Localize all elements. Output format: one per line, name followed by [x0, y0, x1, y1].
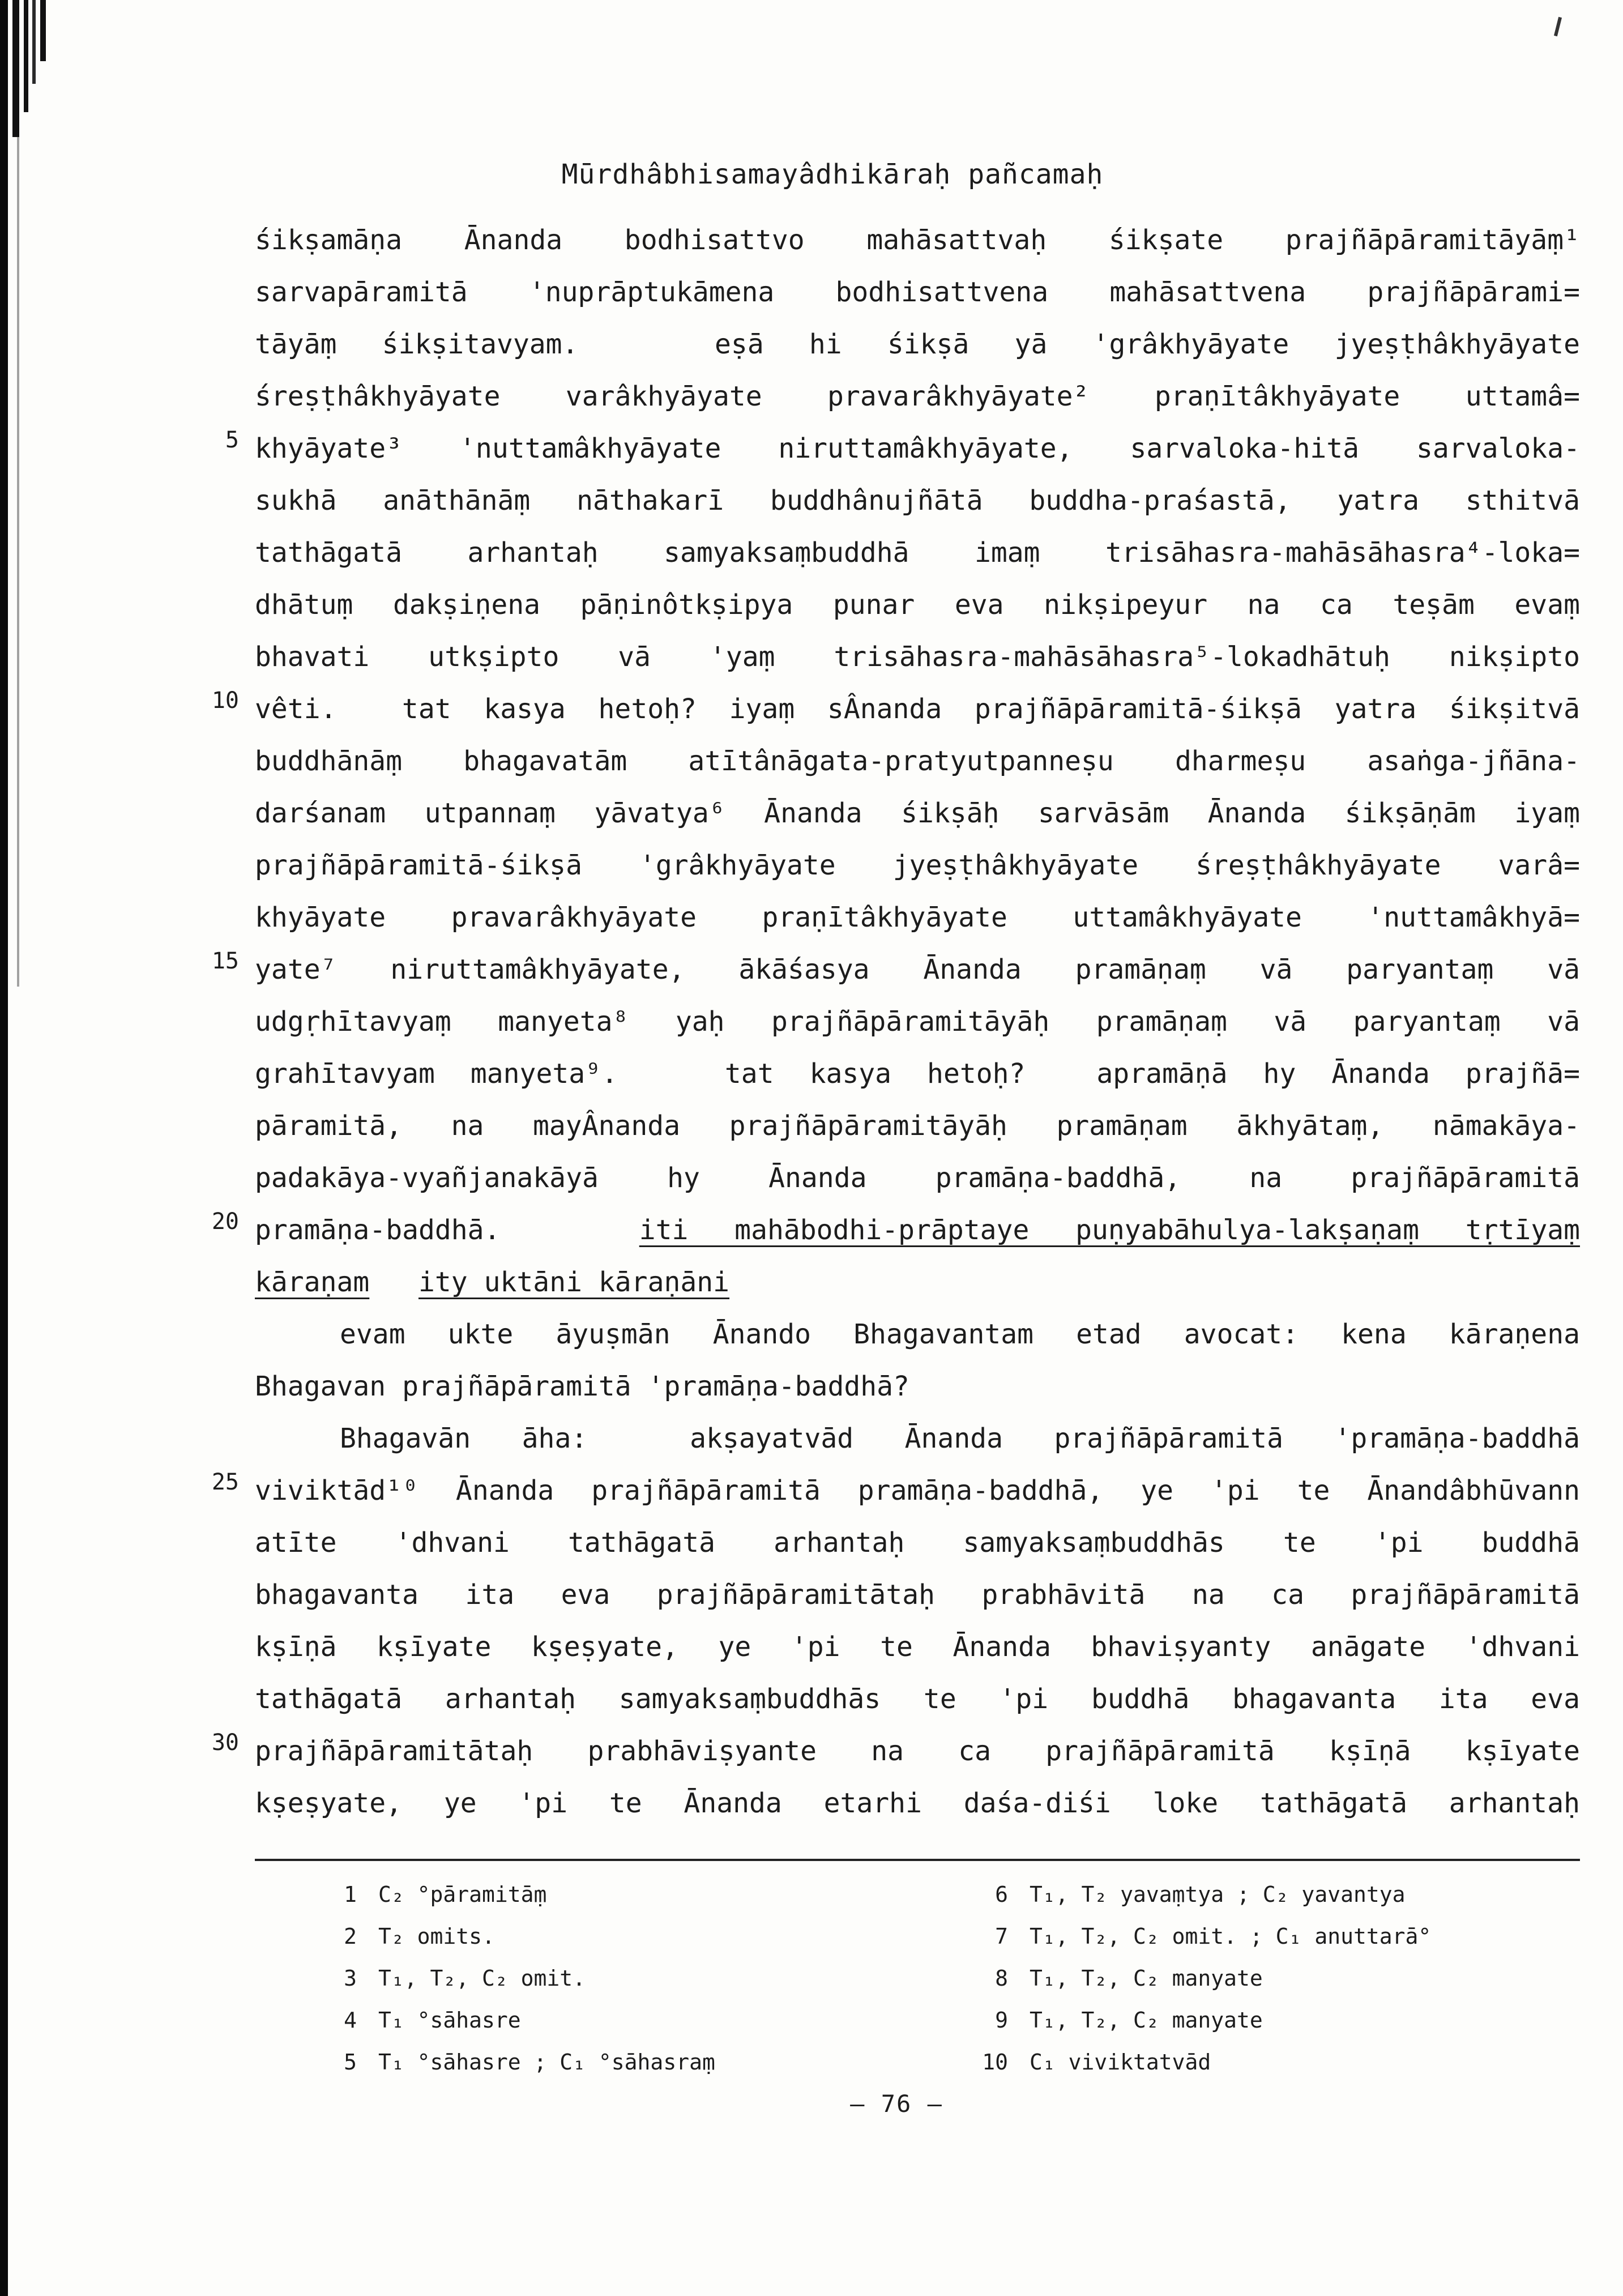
text-segment: evam ukte āyuṣmān Ānando Bhagavantam etad avocat: kena kāraṇena — [340, 1318, 1580, 1350]
text-line — [255, 579, 1580, 631]
line-content — [255, 1204, 1580, 1256]
line-content — [255, 683, 1580, 735]
footnote-number: 7 — [995, 1924, 1008, 1949]
line-content — [255, 579, 1580, 631]
footnote-text: T₁, T₂ yavaṃtya ; C₂ yavantya — [1030, 1882, 1406, 1907]
text-line — [255, 839, 1580, 891]
footnote-number: 4 — [344, 2008, 357, 2033]
footnote-entry — [960, 1873, 1580, 1915]
text-line — [255, 370, 1580, 423]
text-segment: khyāyate³ 'nuttamâkhyāyate niruttamâkhyāyate, sarvaloka-hitā sarvaloka- — [255, 433, 1580, 464]
line-content — [255, 891, 1580, 944]
text-line — [211, 1725, 1580, 1777]
footnote-text: C₂ °pāramitāṃ — [378, 1882, 547, 1907]
text-segment: padakāya-vyañjanakāyā hy Ānanda pramāṇa-baddhā, na prajñāpāramitā — [255, 1162, 1580, 1194]
line-number: 10 — [211, 688, 239, 714]
footnote-number: 6 — [995, 1882, 1008, 1907]
underlined-phrase: iti mahābodhi-prāptaye puṇyabāhulya-lakṣaṇaṃ tṛtīyaṃ — [639, 1214, 1581, 1246]
footnote-entry — [960, 1957, 1580, 1999]
footnote-text: T₁, T₂, C₂ manyate — [1030, 1966, 1263, 1991]
line-content — [255, 1725, 1580, 1777]
footnote-text: T₁ °sāhasre ; C₁ °sāhasraṃ — [378, 2050, 715, 2075]
text-line — [211, 1465, 1580, 1517]
footnotes-section — [255, 1859, 1580, 2085]
footnote-text: C₁ viviktatvād — [1030, 2050, 1211, 2075]
line-number: 5 — [225, 427, 239, 453]
text-segment: tāyāṃ śikṣitavyam. eṣā hi śikṣā yā 'grâkhyāyate jyeṣṭhâkhyāyate — [255, 328, 1580, 360]
text-line — [255, 787, 1580, 839]
text-segment: yate⁷ niruttamâkhyāyate, ākāśasya Ānanda pramāṇaṃ vā paryantaṃ vā — [255, 954, 1580, 985]
page-number: — 76 — — [850, 2090, 943, 2118]
text-line — [255, 891, 1580, 944]
line-content — [255, 1465, 1580, 1517]
text-segment: sukhā anāthānāṃ nāthakarī buddhânujñātā buddha-praśastā, yatra sthitvā — [255, 485, 1580, 517]
line-content — [255, 423, 1580, 475]
text-segment: tathāgatā arhantaḥ samyaksaṃbuddhā imaṃ trisāhasra-mahāsāhasra⁴-loka= — [255, 537, 1580, 569]
line-content — [255, 266, 1580, 318]
text-line — [255, 1621, 1580, 1673]
line-content — [255, 1048, 1580, 1100]
line-content — [255, 318, 1580, 370]
text-line — [255, 1412, 1580, 1465]
text-line — [255, 1256, 1580, 1308]
text-segment: viviktād¹⁰ Ānanda prajñāpāramitā pramāṇa-baddhā, ye 'pi te Ānandâbhūvann — [255, 1475, 1580, 1507]
footnote-number: 10 — [982, 2050, 1008, 2075]
text-line — [211, 1204, 1581, 1256]
text-segment: śikṣamāṇa Ānanda bodhisattvo mahāsattvaḥ śikṣate prajñāpāramitāyāṃ¹ — [255, 224, 1580, 256]
text-segment: Bhagavān āha: akṣayatvād Ānanda prajñāpāramitā 'pramāṇa-baddhā — [340, 1423, 1580, 1454]
line-content — [255, 1517, 1580, 1569]
text-segment: bhagavanta ita eva prajñāpāramitātaḥ prabhāvitā na ca prajñāpāramitā — [255, 1579, 1580, 1611]
line-content — [255, 944, 1580, 996]
line-content — [255, 527, 1580, 579]
line-content — [255, 735, 1580, 787]
line-content — [255, 1673, 1580, 1725]
footnote-text: T₁ °sāhasre — [378, 2008, 521, 2033]
footnote-entry — [309, 1957, 932, 1999]
text-line — [255, 1517, 1580, 1569]
text-line — [255, 1569, 1580, 1621]
footnote-text: T₁, T₂, C₂ omit. ; C₁ anuttarā° — [1030, 1924, 1432, 1949]
text-segment: kṣīṇā kṣīyate kṣeṣyate, ye 'pi te Ānanda bhaviṣyanty anāgate 'dhvani — [255, 1631, 1580, 1663]
scan-binding-shadow — [17, 137, 19, 987]
footnote-column-left — [309, 1873, 932, 2083]
text-segment: Bhagavan prajñāpāramitā 'pramāṇa-baddhā? — [255, 1371, 909, 1402]
footnote-text: T₁, T₂, C₂ manyate — [1030, 2008, 1263, 2033]
line-content — [255, 839, 1580, 891]
text-segment: dhātuṃ dakṣiṇena pāṇinôtkṣipya punar eva nikṣipeyur na ca teṣām evaṃ — [255, 589, 1580, 621]
text-line — [255, 527, 1580, 579]
footnote-entry — [960, 2041, 1580, 2083]
footnote-column-right — [960, 1873, 1580, 2083]
scan-binding-mark — [12, 0, 19, 137]
text-line — [255, 1777, 1580, 1829]
text-line — [255, 631, 1580, 683]
text-segment: prajñāpāramitātaḥ prabhāviṣyante na ca prajñāpāramitā kṣīṇā kṣīyate — [255, 1735, 1580, 1767]
line-content — [255, 631, 1580, 683]
text-segment: prajñāpāramitā-śikṣā 'grâkhyāyate jyeṣṭhâkhyāyate śreṣṭhâkhyāyate varâ= — [255, 850, 1580, 881]
text-line — [211, 944, 1580, 996]
text-line — [255, 475, 1580, 527]
underlined-phrase: kāraṇam — [255, 1266, 370, 1298]
footnote-number: 2 — [344, 1924, 357, 1949]
running-header: Mūrdhâbhisamayâdhikāraḥ pañcamaḥ — [561, 159, 1104, 190]
text-line — [225, 423, 1580, 475]
footnote-entry — [309, 2041, 932, 2083]
text-segment: buddhānāṃ bhagavatām atītânāgata-pratyutpanneṣu dharmeṣu asaṅga-jñāna- — [255, 745, 1580, 777]
line-content — [255, 214, 1580, 266]
footnote-entry — [309, 1999, 932, 2041]
text-segment — [369, 1266, 418, 1298]
footnote-entry — [309, 1915, 932, 1957]
text-line — [255, 1308, 1580, 1360]
footnote-number: 1 — [344, 1882, 357, 1907]
text-line — [255, 1152, 1580, 1204]
line-content — [255, 370, 1580, 423]
text-segment: pramāṇa-baddhā. — [255, 1214, 639, 1246]
footnote-entry — [960, 1915, 1580, 1957]
line-content — [255, 1360, 1580, 1412]
line-content — [255, 1777, 1580, 1829]
footnote-number: 9 — [995, 2008, 1008, 2033]
text-line — [255, 1360, 1580, 1412]
text-line — [255, 735, 1580, 787]
line-content — [255, 1621, 1580, 1673]
line-content — [255, 475, 1580, 527]
text-line — [211, 683, 1580, 735]
text-segment: khyāyate pravarâkhyāyate praṇītâkhyāyate uttamâkhyāyate 'nuttamâkhyā= — [255, 902, 1580, 933]
footnote-text: T₁, T₂, C₂ omit. — [378, 1966, 586, 1991]
text-line — [255, 1048, 1580, 1100]
line-content — [255, 1569, 1580, 1621]
underlined-phrase: ity uktāni kāraṇāni — [418, 1266, 730, 1298]
scan-binding-mark — [32, 0, 36, 84]
line-content — [255, 787, 1580, 839]
footnote-entry — [960, 1999, 1580, 2041]
footnote-entry — [309, 1873, 932, 1915]
line-number: 25 — [211, 1469, 239, 1495]
text-segment: kṣeṣyate, ye 'pi te Ānanda etarhi daśa-diśi loke tathāgatā arhantaḥ — [255, 1787, 1580, 1819]
footnote-number: 3 — [344, 1966, 357, 1991]
text-segment: śreṣṭhâkhyāyate varâkhyāyate pravarâkhyāyate² praṇītâkhyāyate uttamâ= — [255, 381, 1580, 412]
body-text — [211, 214, 1581, 1829]
text-segment: bhavati utkṣipto vā 'yaṃ trisāhasra-mahāsāhasra⁵-lokadhātuḥ nikṣipto — [255, 641, 1580, 673]
text-segment: darśanam utpannaṃ yāvatya⁶ Ānanda śikṣāḥ sarvāsām Ānanda śikṣāṇām iyaṃ — [255, 797, 1580, 829]
text-segment: pāramitā, na mayÂnanda prajñāpāramitāyāḥ pramāṇam ākhyātaṃ, nāmakāya- — [255, 1110, 1580, 1142]
text-line — [255, 996, 1580, 1048]
text-line — [255, 1673, 1580, 1725]
text-segment: grahītavyam manyeta⁹. tat kasya hetoḥ? apramāṇā hy Ānanda prajñā= — [255, 1058, 1580, 1090]
text-segment: tathāgatā arhantaḥ samyaksaṃbuddhās te 'pi buddhā bhagavanta ita eva — [255, 1683, 1580, 1715]
scan-binding-mark — [40, 0, 46, 61]
line-content — [255, 1256, 1580, 1308]
text-line — [255, 1100, 1580, 1152]
text-segment: udgṛhītavyaṃ manyeta⁸ yaḥ prajñāpāramitāyāḥ pramāṇaṃ vā paryantaṃ vā — [255, 1006, 1580, 1038]
line-number: 20 — [211, 1209, 239, 1235]
line-number: 15 — [211, 948, 239, 974]
line-content — [255, 1152, 1580, 1204]
line-number: 30 — [211, 1730, 239, 1756]
text-line — [255, 266, 1580, 318]
text-line — [255, 214, 1580, 266]
text-segment: sarvapāramitā 'nuprāptukāmena bodhisattvena mahāsattvena prajñāpārami= — [255, 276, 1580, 308]
line-content — [255, 996, 1580, 1048]
text-segment: atīte 'dhvani tathāgatā arhantaḥ samyaksaṃbuddhās te 'pi buddhā — [255, 1527, 1580, 1559]
footnote-number: 8 — [995, 1966, 1008, 1991]
footnote-separator — [255, 1859, 1580, 1861]
line-content — [255, 1100, 1580, 1152]
text-line — [255, 318, 1580, 370]
scan-binding-mark — [24, 0, 28, 112]
line-content — [255, 1308, 1580, 1360]
scan-stray-mark — [1554, 17, 1562, 36]
scan-binding-edge — [0, 0, 8, 2296]
footnote-number: 5 — [344, 2050, 357, 2075]
text-segment: vêti. tat kasya hetoḥ? iyaṃ sÂnanda prajñāpāramitā-śikṣā yatra śikṣitvā — [255, 693, 1580, 725]
footnote-text: T₂ omits. — [378, 1924, 495, 1949]
line-content — [255, 1412, 1580, 1465]
